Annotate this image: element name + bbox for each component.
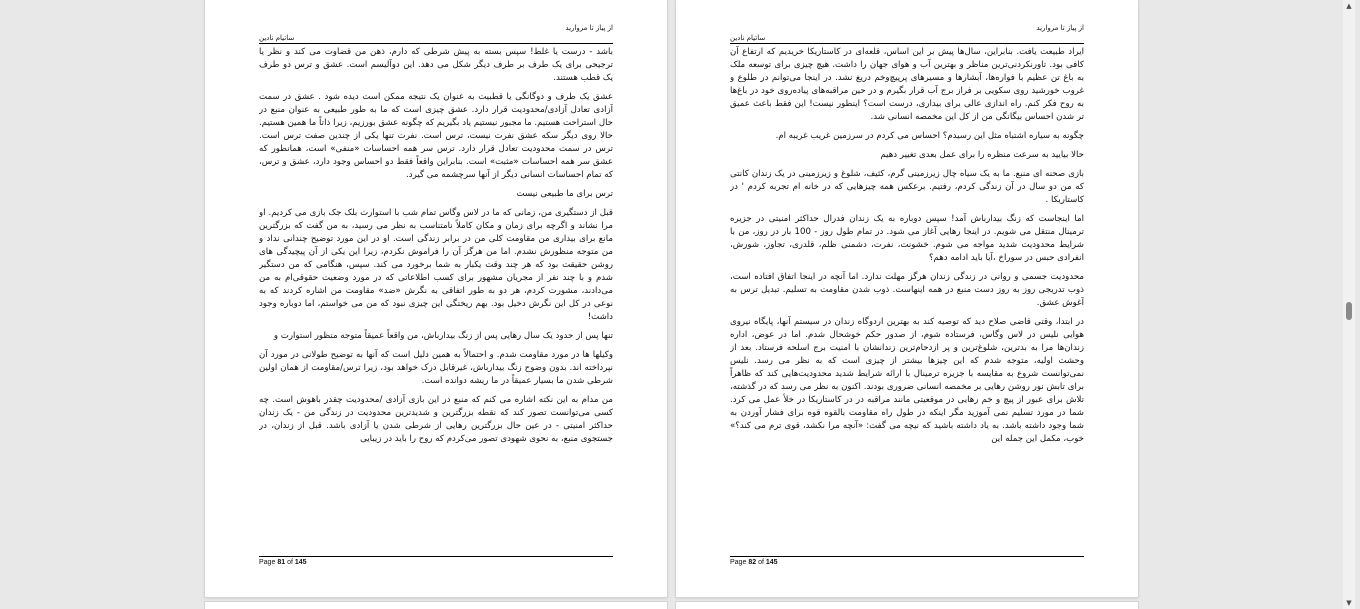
scroll-up-icon[interactable]: ▲ — [1346, 2, 1352, 10]
page-footer — [259, 559, 307, 566]
page-body — [259, 46, 613, 551]
scrollbar-thumb[interactable] — [1346, 302, 1352, 320]
pdf-page-81 — [205, 0, 667, 597]
paragraph: تنها پس از حدود یک سال رهایی پس از زنگ بیدارباش، من واقعاً عمیقاً متوجه منظور استوارت و — [273, 331, 613, 341]
page-body — [730, 46, 1084, 551]
paragraph: عشق یک طرف و دوگانگی یا قطبیت به عنوان یک نتیجه ممکن است دیده شود . عشق در سمت آزادی تعادل آزادی/محدودیت قرار دارد. عشق چیزی است که ما به طور طبیعی به عنوان منبع در حال استراحت هستیم. ما مجبور نیستیم یاد بگیریم که چگونه عشق بورزیم، زیرا ذاتاً ما همین هستیم. حالا روی دیگر سکه عشق نفرت نیست، ترس است. نفرت تنها یکی از چندین صفت ترس است. ترس در سمت محدودیت تعادل قرار دارد. ترس سر همه احساسات «منفی» است، همانطور که عشق سر همه احساسات «مثبت» است. بنابراین واقعاً فقط دو احساس وجود دارد، عشق و ترس، که تمام احساسات انسانی دیگر از آنها سرچشمه می گیرد. — [259, 92, 613, 180]
paragraph: حالا بیایید به سرعت منظره را برای عمل بعدی تغییر دهیم — [880, 150, 1084, 160]
paragraph: وکیلها ها در مورد مقاومت شدم. و احتمالاً به همین دلیل است که آنها به توضیح طولانی در مورد آن نپرداخته اند. بدون وضوح زنگ بیدارباش، غیرقابل درک خواهد بود، زیرا ترس/مقاومت از همان اولین شرطی شدن ما بسیار عمیقاً در ما ریشه دوانده است. — [259, 350, 613, 386]
page-footer — [730, 559, 778, 566]
footer-total-pages: 145 — [294, 559, 307, 566]
paragraph: قبل از دستگیری من، زمانی که ما در لاس وگاس تمام شب با استوارت بلک جک بازی می کردیم. او مرا نشاند و اگرچه برای زمان و مکان کاملاً نامتناسب به نظر می رسید، به من گفت که بزرگترین مانع برای بیداری من مقاومت کلی من در برابر زندگی است. او در این مورد توضیح چندانی نداد و من متوجه منظورش نشدم. اما من هرگز آن را فراموش نکردم، زیرا این یکی از آن پیچیدگی های روشن حقیقت بود که هر چند وقت یکبار به شما برخورد می کند. سپس، هنگامی که من دستگیر شدم و با چند نفر از مجریان مشهور برای کسب اطلاعاتی که در مورد وضعیت حقوقی‌ام به من می‌دادند، مشورت کردم، هر دو به طور اتفاقی به نگرش «ضد» مقاومت من اشاره کردند که به نوعی در کل این نگرش دخیل بود. بهم ریختگی این چیزی نبود که من می خواستم، اما دوباره وجود داشت! — [259, 208, 613, 322]
next-page-edge — [676, 602, 1138, 609]
paragraph: چگونه به سیاره اشتباه مثل این رسیدم؟ احساس می کردم در سرزمین غریب غریبه ام. — [775, 131, 1084, 141]
paragraph: باشد - درست یا غلط! سپس بسته به پیش شرطی که دارم، ذهن من قضاوت می کند و نظر یا ترجیحی برای یک طرف بر طرف دیگر شکل می دهد. این دوآلیسم است. عشق و ترس دو طرف یک قطب هستند. — [259, 47, 613, 83]
footer-total-pages: 145 — [765, 559, 778, 566]
footer-of: of — [287, 559, 293, 566]
paragraph: ایراد طبیعت یافت. بنابراین، سال‌ها پیش بر این اساس، قلعه‌ای در کاستاریکا خریدیم که ارتفاع آن کافی بود. تاورنکردنی‌ترین مناظر و بهترین آب و هوای جهان را داشت. هیچ چیزی برای توسعه ملک به باغ تن عظیم با فواره‌ها، آبشارها و مسیرهای پرپیچ‌وخم دریغ نشد. در اینجا می‌توانم در طلوع و غروب خورشید روی سکویی بر فراز برج آب قرار بگیرم و در حین مراقبه‌های پیاده‌روی خود در باغ‌ها به روح فکر کنم. راه اندازی عالی برای بیداری، درست است؟ اینطور نیست! این فقط باعث عمیق تر شدن احساس بیگانگی من از کل این مخمصه انسانی شد. — [730, 47, 1084, 122]
paragraph: محدودیت جسمی و روانی در زندگی زندان هرگز مهلت ندارد. اما آنچه در اینجا اتفاق افتاده است، ذوب تدریجی روز به روز دست منبع در همه اینهاست. ذوب شدن مقاومت به تسلیم. تبدیل ترس به آغوش عشق. — [730, 272, 1084, 308]
header-author: ساتیام نادین — [259, 34, 295, 42]
footer-rule — [730, 556, 1084, 557]
paragraph: بازی صحنه ای منبع. ما به یک سیاه چال زیرزمینی گرم، کثیف، شلوغ و زیرزمینی در یک زندان کانتی که من دو سال در آن زندگی کردم، رفتیم. برعکس همه چیزهایی که در خانه ام تجربه کردم ' در کاستاریکا . — [730, 169, 1084, 205]
paragraph: اما اینجاست که زنگ بیدارباش آمد! سپس دوباره به یک زندان فدرال حداکثر امنیتی در جزیره ترمینال منتقل می شویم. در اینجا رهایی آغاز می شود. در تمام طول روز - 100 بار در روز، من با شرایط محدودیت شدید مواجه می شوم. خشونت، نفرت، دشمنی ظلم، قلدری، تجاوز، شورش، انفرادی حبس در سوراخ ،آیا باید ادامه دهم؟ — [730, 214, 1084, 263]
footer-page-number: 82 — [748, 559, 757, 566]
pdf-page-82 — [676, 0, 1138, 597]
header-book-title: از پیاز تا مروارید — [565, 24, 613, 32]
footer-rule — [259, 556, 613, 557]
scroll-down-icon[interactable]: ▼ — [1346, 599, 1352, 607]
footer-prefix: Page — [730, 559, 747, 566]
next-page-edge — [205, 602, 667, 609]
vertical-scrollbar[interactable] — [1343, 0, 1355, 609]
footer-of: of — [758, 559, 764, 566]
footer-page-number: 81 — [277, 559, 286, 566]
header-rule — [730, 43, 1084, 44]
footer-prefix: Page — [259, 559, 276, 566]
paragraph: من مدام به این نکته اشاره می کنم که منبع در این بازی آزادی /محدودیت چقدر باهوش است. چه کسی می‌توانست تصور کند که نقطه بزرگترین و شدیدترین محدودیت در زندگی من - یک زندان حداکثر امنیتی - در عین حال بزرگترین رهایی از شرطی شدن یا آزادی باشد. قبل از زندان، در جستجوی منبع، به نحوی شهودی تصور می‌کردم که روح را باید در زیبایی — [259, 395, 613, 444]
header-book-title: از پیاز تا مروارید — [1036, 24, 1084, 32]
paragraph: در ابتدا، وقتی قاضی صلاح دید که توصیه کند به بهترین اردوگاه زندان در سیستم آنها، پایگاه نیروی هوایی نلیس در لاس وگاس، فرستاده شوم، از صدور حکم خوشحال شدم. اما در عوض، اداره زندان‌ها مرا به بدترین، شلوغ‌ترین و پر ازدحام‌ترین زندانشان با امنیت برج اسلحه فرستاد. بعد از وحشت اولیه، متوجه شدم که این چیزها بیشتر از چیزی است که به نظر می رسد. نلیس نمی‌توانست شروع به مقایسه با جزیره ترمینال با ارائه شرایط شدید محدودیت‌هایی کند که ظاهراً برای تابش نور روشن رهایی بر مخمصه انسانی ضروری بودند. اکنون به نظر می رسد که در گذشته، تلاش برای عبور از پیچ و خم رهایی در موقعیتی مانند مراقبه در در کاستاریکا در خلأ عمل می کرد. شما در مورد تسلیم نمی آموزید مگر اینکه در طول راه مقاومت بالقوه قوه برای فشار آوردن به شما وجود داشته باشد. به یاد داشته باشید که نیچه می گفت: «آنچه مرا نکشد، قوی ترم می کند؟» خوب، مکمل این جمله این — [730, 317, 1084, 444]
header-rule — [259, 43, 613, 44]
section-heading: ترس برای ما طبیعی نیست — [516, 189, 613, 199]
header-author: ساتیام نادین — [730, 34, 766, 42]
